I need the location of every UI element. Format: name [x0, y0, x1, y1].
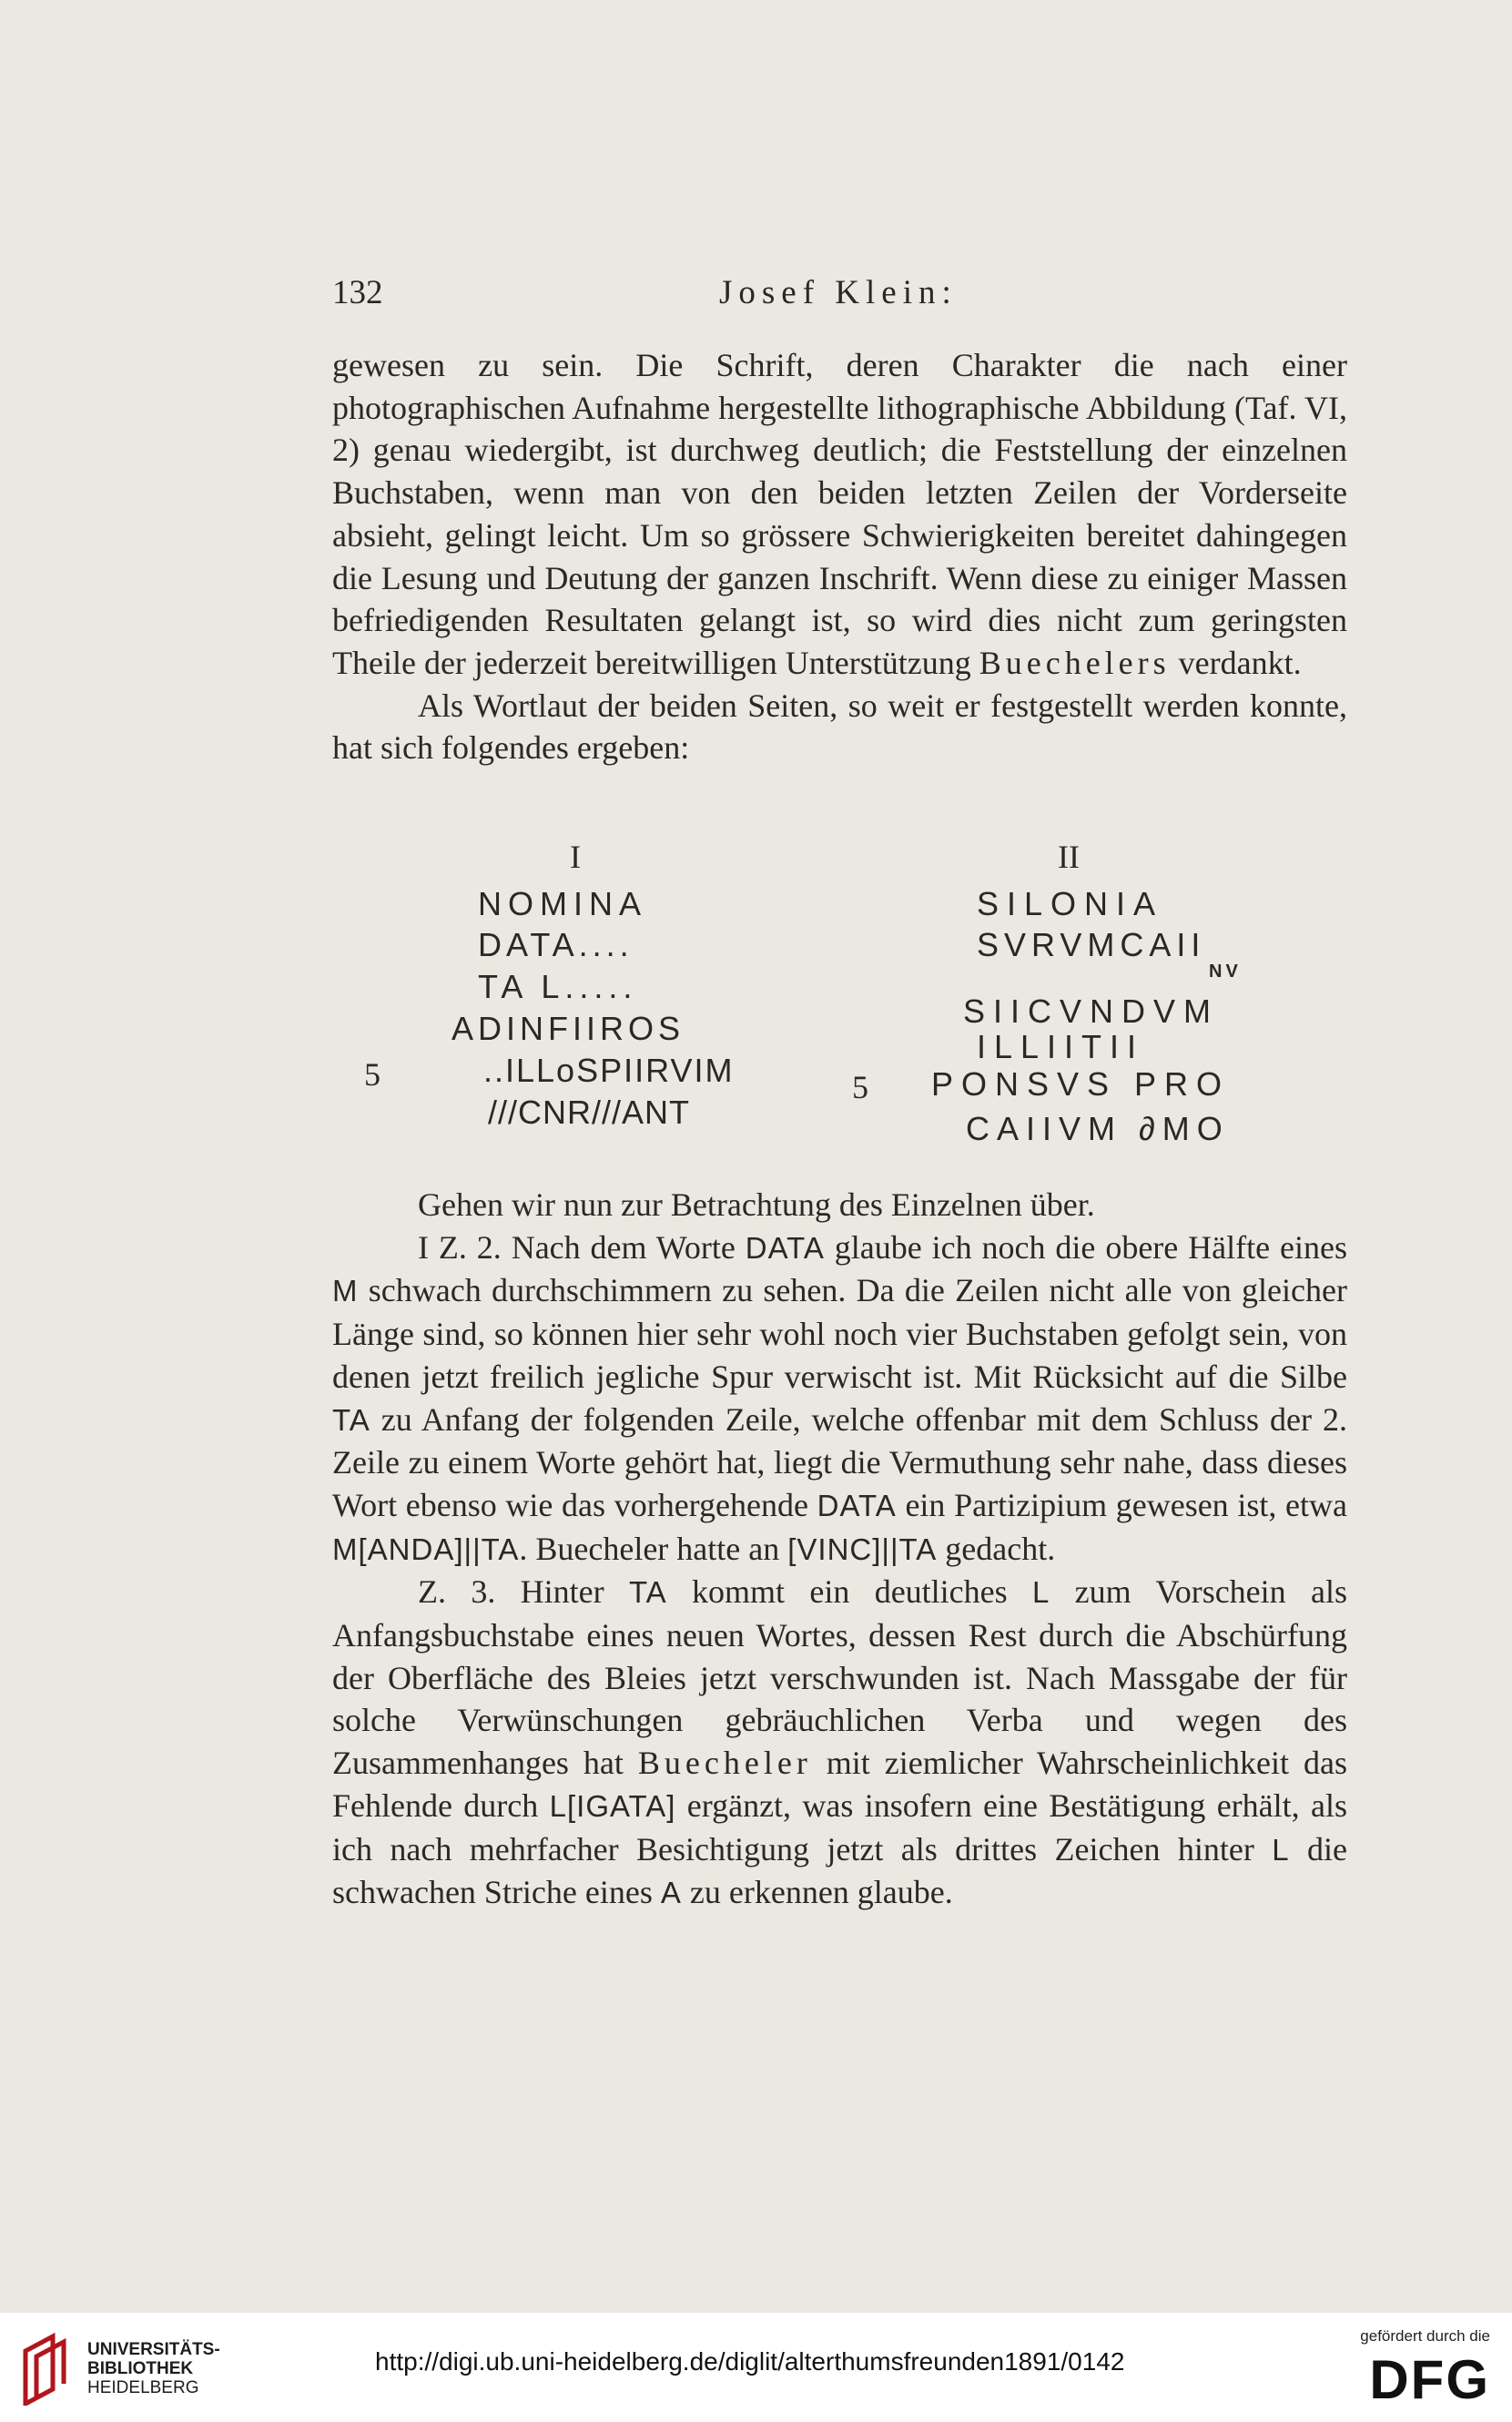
- side-ii-line-4: ILLIITII: [977, 1028, 1145, 1065]
- name-buecheler-2: Buecheler: [637, 1745, 812, 1782]
- side-i-line-1: NOMINA: [478, 885, 647, 922]
- line-number-5-side-i: 5: [364, 1056, 381, 1093]
- dfg-logo: DFG: [1369, 2349, 1490, 2410]
- funding-note: gefördert durch die: [1360, 2327, 1490, 2345]
- line-number-5-side-ii: 5: [852, 1069, 868, 1105]
- name-buecheler: Buechelers: [979, 644, 1171, 681]
- column-header-i: I: [570, 839, 581, 875]
- side-ii-line-2: SVRVMCAII: [977, 926, 1206, 963]
- side-ii-superscript-nv: NV: [1209, 962, 1242, 982]
- side-ii-line-5: PONSVS PRO: [931, 1065, 1231, 1103]
- library-name: UNIVERSITÄTS- BIBLIOTHEK HEIDELBERG: [87, 2340, 220, 2397]
- paragraph-4: I Z. 2. Nach dem Worte DATA glaube ich noch die obere Hälfte eines M schwach durchschimmern zu sehen. Da die Zeilen nicht alle von gleicher Länge sind, so können hier sehr wohl noch vier Buchstaben gefolgt sein, von denen jetzt freilich jegliche Spur verwischt ist. Mit Rücksicht auf die Silbe TA zu Anfang der folgenden Zeile, welche offenbar mit dem Schluss der 2. Zeile zu einem Worte gehört hat, liegt die Vermuthung sehr nahe, dass dieses Wort ebenso wie das vorhergehende DATA ein Partizipium gewesen ist, etwa M[ANDA]||TA. Buecheler hatte an [VINC]||TA gedacht.: [332, 1228, 1348, 1567]
- side-i-line-2: DATA....: [478, 926, 634, 963]
- side-i-line-3: TA L.....: [478, 968, 638, 1005]
- body-text-upper: [332, 344, 1347, 769]
- paragraph-1: gewesen zu sein. Die Schrift, deren Charakter die nach einer photographischen Aufnahme hergestellte lithographische Abbildung (Taf. VI, 2) genau wiedergibt, ist durchweg deutlich; die Feststellung der einzelnen Buchstaben, wenn man von den beiden letzten Zeilen der Vorderseite absieht, gelingt leicht. Um so grössere Schwierigkeiten bereitet dahingegen die Lesung und Deutung der ganzen Inschrift. Wenn diese zu einiger Massen befriedigenden Resultaten gelangt ist, so wird dies nicht zum geringsten Theile der jederzeit bereitwilligen Unterstützung Buechelers verdankt.: [332, 347, 1347, 681]
- side-ii-line-3: SIICVNDVM: [963, 992, 1220, 1030]
- paragraph-5: Z. 3. Hinter TA kommt ein deutliches L zum Vorschein als Anfangsbuchstabe eines neuen Wortes, dessen Rest durch die Abschürfung der Oberfläche des Bleies jetzt verschwunden ist. Nach Massgabe der für solche Verwünschungen gebräuchlichen Verba und wegen des Zusammenhanges hat Buecheler mit ziemlicher Wahrscheinlichkeit das Fehlende durch L[IGATA] ergänzt, was insofern eine Bestätigung erhält, als ich nach mehrfacher Besichtigung jetzt als drittes Zeichen hinter L die schwachen Striche eines A zu erkennen glaube.: [332, 1573, 1348, 1911]
- body-text-lower: [332, 1184, 1347, 1915]
- side-i-line-6: ///CNR///ANT: [488, 1094, 691, 1131]
- side-i-line-5: ..ILLoSPIIRVIM: [483, 1052, 735, 1089]
- column-header-ii: II: [1058, 839, 1080, 875]
- university-library-logo-icon: [16, 2333, 75, 2406]
- paragraph-3: Gehen wir nun zur Betrachtung des Einzelnen über.: [418, 1186, 1095, 1223]
- side-ii-line-6: CAIIVM ∂MO: [966, 1110, 1230, 1147]
- side-i-line-4: ADINFIIROS: [452, 1010, 685, 1047]
- running-header: [332, 273, 1347, 319]
- side-ii-line-1: SILONIA: [977, 885, 1164, 922]
- digitization-footer: [0, 2313, 1512, 2422]
- page-number: 132: [332, 274, 383, 311]
- document-url-link[interactable]: http://digi.ub.uni-heidelberg.de/diglit/alterthumsfreunden1891/0142: [375, 2347, 1125, 2376]
- running-title: Josef Klein:: [719, 274, 958, 311]
- paragraph-2: Als Wortlaut der beiden Seiten, so weit er festgestellt werden konnte, hat sich folgendes ergeben:: [332, 687, 1347, 767]
